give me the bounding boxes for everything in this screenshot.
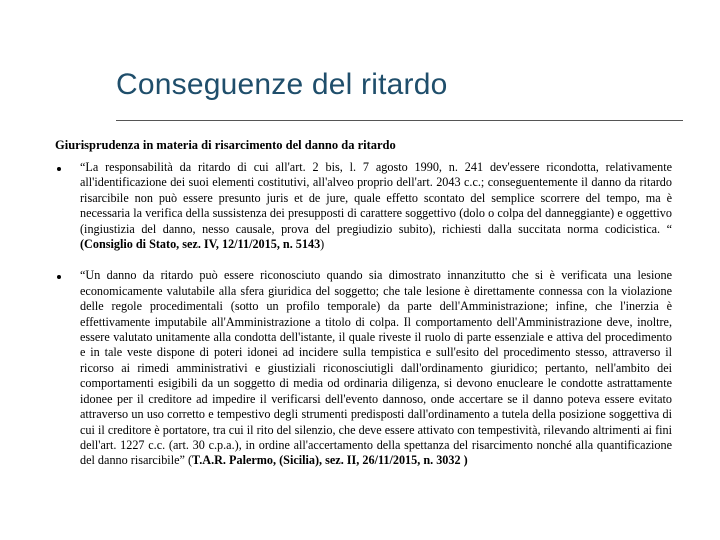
citation-close: ) <box>320 237 325 252</box>
quote-text: “La responsabilità da ritardo di cui all'art. 2 bis, l. 7 agosto 1990, n. 241 dev'essere ricondotta, relativamente all'identificazione dei suoi elementi costitutivi, all'alveo proprio dell'art. 2043 c.c.; conseguentemente il danno da ritardo risarcibile non può essere presunto juris et de jure, quale effetto scontato del semplice scorrere del tempo, ma è necessaria la verifica della sussistenza dei presupposti di carattere soggettivo (dolo o colpa del danneggiante) e oggettivo (ingiustizia del danno, nesso causale, prova del pregiudizio subito), richiesti dalla succitata norma codicistica. “ <box>80 160 672 236</box>
quote-text: “Un danno da ritardo può essere riconosciuto quando sia dimostrato innanzitutto che si è verificata una lesione economicamente valutabile alla sfera giuridica del soggetto; che tale lesione è direttamente connessa con la violazione delle regole procedimentali (sotto un profilo temporale) da parte dell'Amministrazione; infine, che l'inerzia è effettivamente imputabile all'Amministrazione a titolo di colpa. Il comportamento dell'Amministrazione deve, inoltre, essere valutato unitamente alla condotta dell'istante, il quale riveste il ruolo di parte essenziale e attiva del procedimento e in tale veste dispone di poteri idonei ad incidere sulla tempistica e sull'esito del procedimento stesso, attraverso il ricorso ai rimedi amministrativi e giustiziali riconosciutigli dall'ordinamento giuridico; pertanto, nell'ambito dei comportamenti esigibili da un soggetto di media od ordinaria diligenza, si devono enucleare le condotte astrattamente idonee per il creditore ad impedire il verificarsi dell'evento dannoso, onde accertare se il danno poteva essere evitato attraverso un uso corretto e tempestivo degli strumenti predisposti dall'ordinamento a tutela della posizione soggettiva di cui il creditore è portatore, tra cui il rito del silenzio, che deve essere attivato con tempestività, rilevando altrimenti ai fini dell'art. 1227 c.c. (art. 30 c.p.a.), in ordine all'accertamento della spettanza del risarcimento nonché alla quantificazione del danno risarcibile” ( <box>80 268 672 468</box>
title-divider <box>116 120 683 121</box>
jurisprudence-list <box>55 160 672 469</box>
list-item <box>55 268 672 468</box>
citation: T.A.R. Palermo, (Sicilia), sez. II, 26/11/2015, n. 3032 ) <box>192 453 468 468</box>
citation: (Consiglio di Stato, sez. IV, 12/11/2015, n. 5143 <box>80 237 321 252</box>
bullet-icon <box>57 275 61 279</box>
slide-title: Conseguenze del ritardo <box>116 68 448 101</box>
section-subtitle: Giurisprudenza in materia di risarcimento del danno da ritardo <box>55 138 396 152</box>
list-item <box>55 160 672 252</box>
bullet-icon <box>57 167 61 171</box>
